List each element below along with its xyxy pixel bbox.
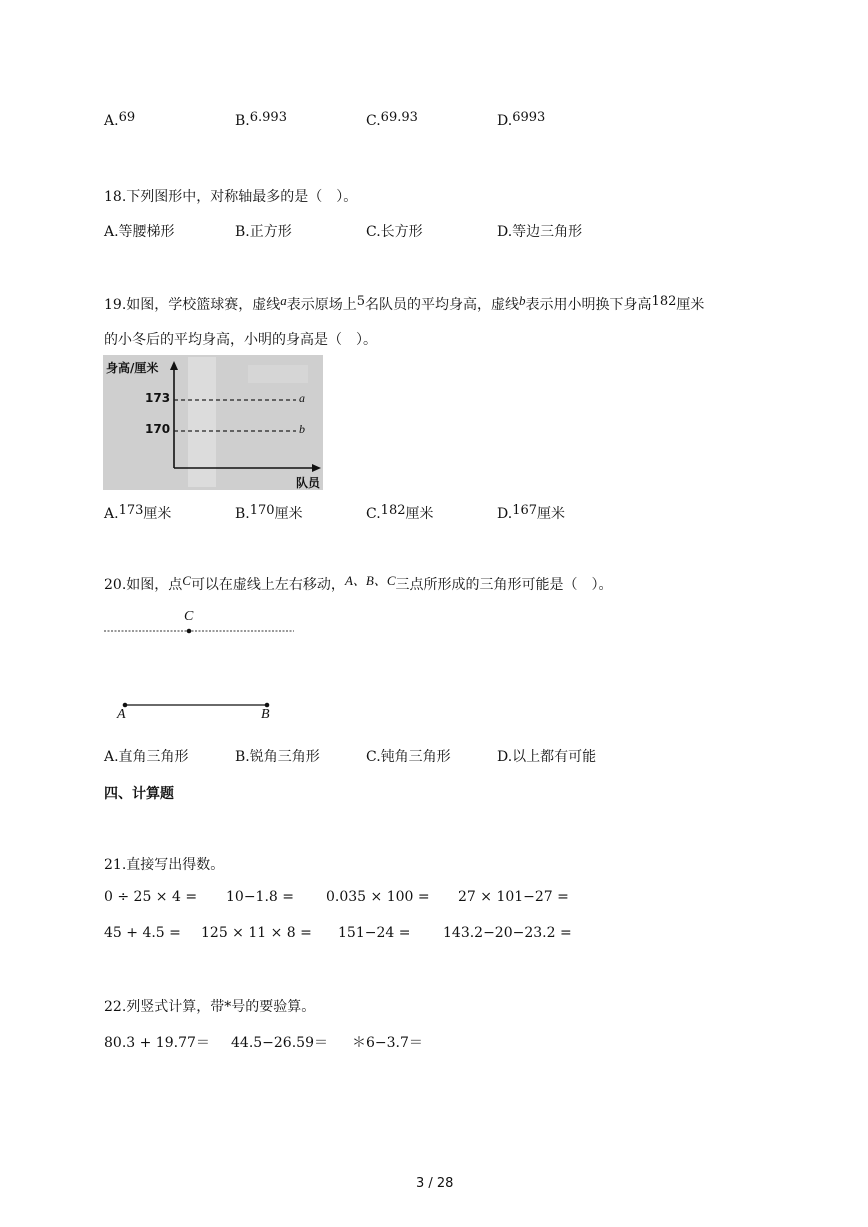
q19-figure — [103, 355, 323, 493]
q21-r1-c4: 27 × 101−27 = — [458, 889, 569, 905]
q19-option-a — [104, 503, 171, 523]
var-a: a — [280, 293, 287, 308]
num: 5 — [356, 294, 366, 309]
stem-text: 表示用小明换下身高 — [525, 297, 652, 313]
option-value: 69.93 — [380, 110, 418, 125]
line-b-label: b — [299, 422, 305, 436]
var-c: C — [182, 573, 191, 588]
q19-stem-line1 — [104, 294, 704, 314]
q17-option-d — [497, 110, 546, 129]
option-label: D. — [497, 113, 513, 129]
q19-stem-line2: 的小冬后的平均身高，小明的身高是（ ）。 — [104, 332, 377, 348]
q21-stem: 21.直接写出得数。 — [104, 857, 225, 873]
option-unit: 厘米 — [405, 506, 434, 522]
tick-173: 173 — [145, 391, 171, 405]
q20-figure-svg — [100, 606, 300, 726]
q20-figure — [100, 606, 300, 726]
q18-option-b: B.正方形 — [235, 224, 292, 240]
q20-stem — [104, 574, 613, 594]
option-label: C. — [366, 113, 381, 129]
point-c — [187, 629, 192, 634]
q19-option-c — [366, 503, 434, 523]
option-label: A. — [104, 506, 119, 522]
label-a: A — [117, 707, 126, 722]
option-label: D. — [497, 506, 513, 522]
stem-text: 可以在虚线上左右移动， — [190, 577, 345, 593]
stem-text: 三点所形成的三角形可能是（ ）。 — [395, 577, 613, 593]
stem-text: 19.如图，学校篮球赛，虚线 — [104, 297, 281, 313]
y-axis-label: 身高/厘米 — [106, 361, 159, 375]
q17-option-a — [104, 110, 136, 129]
q21-r1-c1: 0 ÷ 25 × 4 = — [104, 889, 198, 905]
option-value: 173 — [118, 503, 144, 518]
q22-stem: 22.列竖式计算，带*号的要验算。 — [104, 999, 316, 1015]
num: 182 — [651, 294, 677, 309]
option-label: C. — [366, 506, 381, 522]
q22-item-2: 44.5−26.59＝ — [231, 1035, 328, 1051]
tick-170: 170 — [145, 422, 171, 436]
option-value: 69 — [118, 110, 136, 125]
x-axis-label: 队员 — [296, 476, 321, 490]
label-b: B — [261, 707, 270, 722]
q19-option-d — [497, 503, 565, 523]
q21-r2-c2: 125 × 11 × 8 = — [201, 925, 312, 941]
q21-r2-c4: 143.2−20−23.2 = — [443, 925, 572, 941]
line-a-label: a — [299, 391, 305, 405]
stem-text: 厘米 — [676, 297, 705, 313]
option-label: A. — [104, 113, 119, 129]
q22-item-1: 80.3 + 19.77＝ — [104, 1035, 210, 1051]
option-label: B. — [235, 113, 250, 129]
option-value: 167 — [512, 503, 538, 518]
q21-r1-c2: 10−1.8 = — [226, 889, 294, 905]
q21-r2-c3: 151−24 = — [338, 925, 411, 941]
q18-option-a: A.等腰梯形 — [104, 224, 175, 240]
stem-text: 20.如图，点 — [104, 577, 183, 593]
q18-stem: 18.下列图形中，对称轴最多的是（ ）。 — [104, 189, 358, 205]
stem-text: 表示原场上 — [286, 297, 357, 313]
option-unit: 厘米 — [537, 506, 566, 522]
q20-option-c: C.钝角三角形 — [366, 749, 451, 765]
section-4-title: 四、计算题 — [104, 786, 174, 802]
stem-text: 名队员的平均身高，虚线 — [365, 297, 520, 313]
option-label: B. — [235, 506, 250, 522]
q20-option-b: B.锐角三角形 — [235, 749, 320, 765]
q21-r1-c3: 0.035 × 100 = — [326, 889, 430, 905]
q21-r2-c1: 45 + 4.5 = — [104, 925, 181, 941]
q20-option-a: A.直角三角形 — [104, 749, 189, 765]
label-c: C — [184, 609, 194, 624]
q18-option-d: D.等边三角形 — [497, 224, 583, 240]
figure-light-patch — [248, 365, 308, 383]
q17-option-c — [366, 110, 418, 129]
var-b: b — [519, 293, 526, 308]
q19-option-b — [235, 503, 303, 523]
option-value: 182 — [380, 503, 406, 518]
q20-option-d: D.以上都有可能 — [497, 749, 597, 765]
option-unit: 厘米 — [143, 506, 172, 522]
q22-item-3: ＊6−3.7＝ — [352, 1035, 423, 1051]
option-unit: 厘米 — [274, 506, 303, 522]
option-value: 170 — [249, 503, 275, 518]
q17-option-b — [235, 110, 287, 129]
points-abc: A、B、C — [344, 573, 396, 588]
page-number: 3 / 28 — [416, 1176, 454, 1191]
option-value: 6.993 — [249, 110, 287, 125]
q18-option-c: C.长方形 — [366, 224, 423, 240]
option-value: 6993 — [512, 110, 546, 125]
